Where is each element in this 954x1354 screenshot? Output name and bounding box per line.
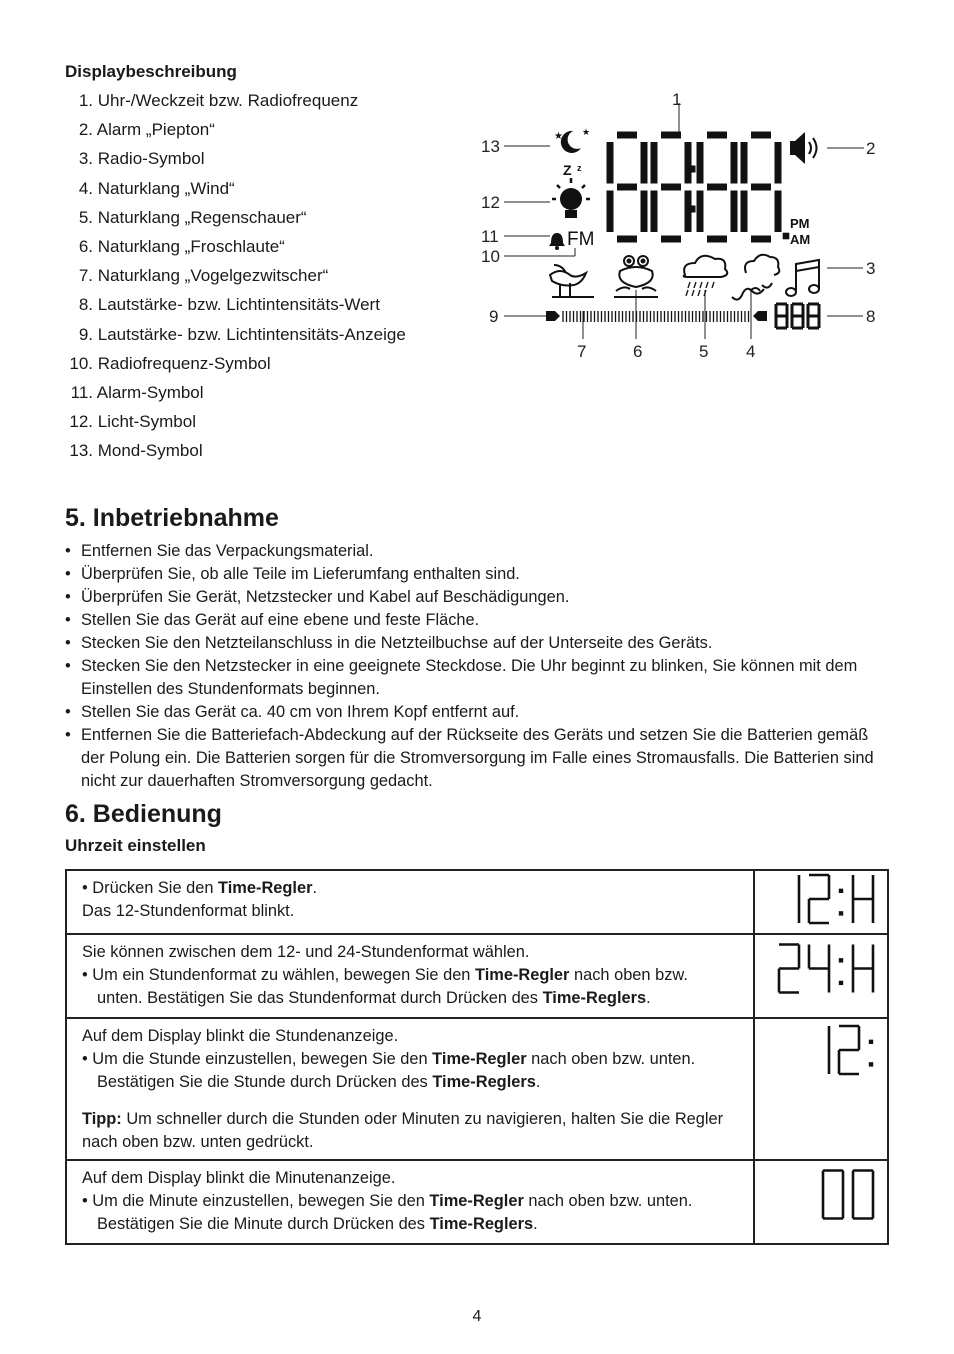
time-setting-steps-table bbox=[65, 869, 889, 1245]
callout-5: 5 bbox=[699, 342, 709, 361]
callout-2: 2 bbox=[866, 139, 876, 158]
section-5-bullet-list bbox=[65, 540, 895, 793]
table-row bbox=[66, 1160, 888, 1244]
am-label: AM bbox=[790, 232, 811, 247]
callout-9: 9 bbox=[489, 307, 499, 326]
svg-text:★: ★ bbox=[554, 131, 563, 142]
page-number: 4 bbox=[472, 1308, 482, 1325]
step-text: Auf dem Display blinkt die Minutenanzeige. • Um die Minute einzustellen, bewegen Sie den Time-Regler nach oben bzw. unten. Bestätigen Sie die Minute durch Drücken des Time-Reglers. bbox=[66, 1160, 754, 1244]
tip-label: Tipp: bbox=[82, 1110, 122, 1128]
wind-icon bbox=[732, 255, 779, 300]
list-item: 6. Naturklang „Froschlaute“ bbox=[78, 236, 285, 256]
callout-8: 8 bbox=[866, 307, 876, 326]
callout-1: 1 bbox=[672, 90, 682, 109]
list-item: 2. Alarm „Piepton“ bbox=[78, 120, 215, 140]
fm-label: FM bbox=[567, 229, 595, 250]
list-item: 4. Naturklang „Wind“ bbox=[78, 178, 235, 198]
display-legend-list bbox=[65, 90, 465, 469]
table-row bbox=[66, 934, 888, 1018]
callout-10: 10 bbox=[481, 247, 500, 266]
callout-4: 4 bbox=[746, 342, 756, 361]
section-6-title: 6. Bedienung bbox=[65, 800, 222, 828]
list-item: 8. Lautstärke- bzw. Lichtintensitäts-Wert bbox=[78, 295, 380, 315]
display-description-heading: Displaybeschreibung bbox=[65, 62, 237, 81]
table-row bbox=[66, 870, 888, 934]
moon-icon bbox=[554, 127, 590, 178]
clock-digits-8888 bbox=[610, 135, 789, 239]
list-item: • Entfernen Sie die Batteriefach-Abdeckung auf der Rückseite des Geräts und setzen Sie die Batterien gemäß der Polung ein. Die Batterien sorgen für die Stromversorgung im Falle eines Stromausfalls. Die Batterien sind nicht zur dauerhaften Stromversorgung gedacht. bbox=[65, 724, 895, 793]
bird-icon bbox=[550, 265, 594, 297]
list-item: 10. Radiofrequenz-Symbol bbox=[69, 353, 271, 373]
svg-text:z: z bbox=[577, 163, 582, 173]
callout-12: 12 bbox=[481, 193, 500, 212]
speaker-icon bbox=[790, 132, 817, 164]
svg-text:★: ★ bbox=[582, 127, 591, 137]
callout-6: 6 bbox=[633, 342, 643, 361]
step-text: Sie können zwischen dem 12- und 24-Stundenformat wählen. • Um ein Stundenformat zu wählen, bewegen Sie den Time-Regler nach oben bzw. unten. Bestätigen Sie das Stundenformat durch Drücken des Time-Reglers. bbox=[66, 934, 754, 1018]
list-item: 3. Radio-Symbol bbox=[78, 149, 205, 169]
radio-music-note-icon bbox=[786, 260, 819, 296]
list-item: 7. Naturklang „Vogelgezwitscher“ bbox=[78, 266, 329, 286]
rain-cloud-icon bbox=[684, 256, 728, 296]
list-item: 12. Licht-Symbol bbox=[69, 412, 196, 432]
list-item: • Überprüfen Sie, ob alle Teile im Lieferumfang enthalten sind. bbox=[65, 563, 895, 586]
list-item: • Stecken Sie den Netzstecker in eine geeignete Steckdose. Die Uhr beginnt zu blinken, Sie können mit dem Einstellen des Stundenformats beginnen. bbox=[65, 655, 895, 701]
callout-7: 7 bbox=[577, 342, 587, 361]
lcd-readout bbox=[754, 934, 888, 1018]
lcd-readout bbox=[754, 870, 888, 934]
alarm-bell-icon bbox=[549, 233, 565, 250]
table-row bbox=[66, 1018, 888, 1160]
list-item: • Stecken Sie den Netzteilanschluss in die Netzteilbuchse auf der Unterseite des Geräts. bbox=[65, 632, 895, 655]
callout-13: 13 bbox=[481, 137, 500, 156]
list-item: 13. Mond-Symbol bbox=[69, 441, 203, 461]
volume-value-888 bbox=[776, 304, 819, 328]
list-item: • Überprüfen Sie Gerät, Netzstecker und Kabel auf Beschädigungen. bbox=[65, 586, 895, 609]
lcd-display-diagram bbox=[470, 85, 890, 370]
list-item: 9. Lautstärke- bzw. Lichtintensitäts-Anzeige bbox=[78, 324, 406, 344]
list-item: • Stellen Sie das Gerät auf eine ebene und feste Fläche. bbox=[65, 609, 895, 632]
light-bulb-icon bbox=[552, 178, 590, 218]
section-5-title: 5. Inbetriebnahme bbox=[65, 504, 279, 532]
list-item: • Entfernen Sie das Verpackungsmaterial. bbox=[65, 540, 895, 563]
list-item: 1. Uhr-/Weckzeit bzw. Radiofrequenz bbox=[78, 91, 359, 110]
lcd-readout bbox=[754, 1160, 888, 1244]
pm-label: PM bbox=[790, 216, 810, 231]
callout-3: 3 bbox=[866, 259, 876, 278]
subsection-title: Uhrzeit einstellen bbox=[65, 836, 206, 855]
step-text: Auf dem Display blinkt die Stundenanzeige. • Um die Stunde einzustellen, bewegen Sie den Time-Regler nach oben bzw. unten. Bestätigen Sie die Stunde durch Drücken des Time-Reglers. Tipp: Um schneller durch die Stunden oder Minuten zu navigieren, halten Sie die Regler nach oben bzw. unten gedrückt. bbox=[66, 1018, 754, 1160]
lcd-readout bbox=[754, 1018, 888, 1160]
list-item: 5. Naturklang „Regenschauer“ bbox=[78, 207, 307, 227]
list-item: 11. Alarm-Symbol bbox=[70, 382, 204, 402]
step-text: • Drücken Sie den Time-Regler. Das 12-Stundenformat blinkt. bbox=[66, 870, 754, 934]
volume-bar bbox=[546, 311, 767, 322]
callout-11: 11 bbox=[481, 227, 499, 246]
list-item: • Stellen Sie das Gerät ca. 40 cm von Ihrem Kopf entfernt auf. bbox=[65, 701, 895, 724]
svg-text:Z: Z bbox=[563, 162, 572, 178]
